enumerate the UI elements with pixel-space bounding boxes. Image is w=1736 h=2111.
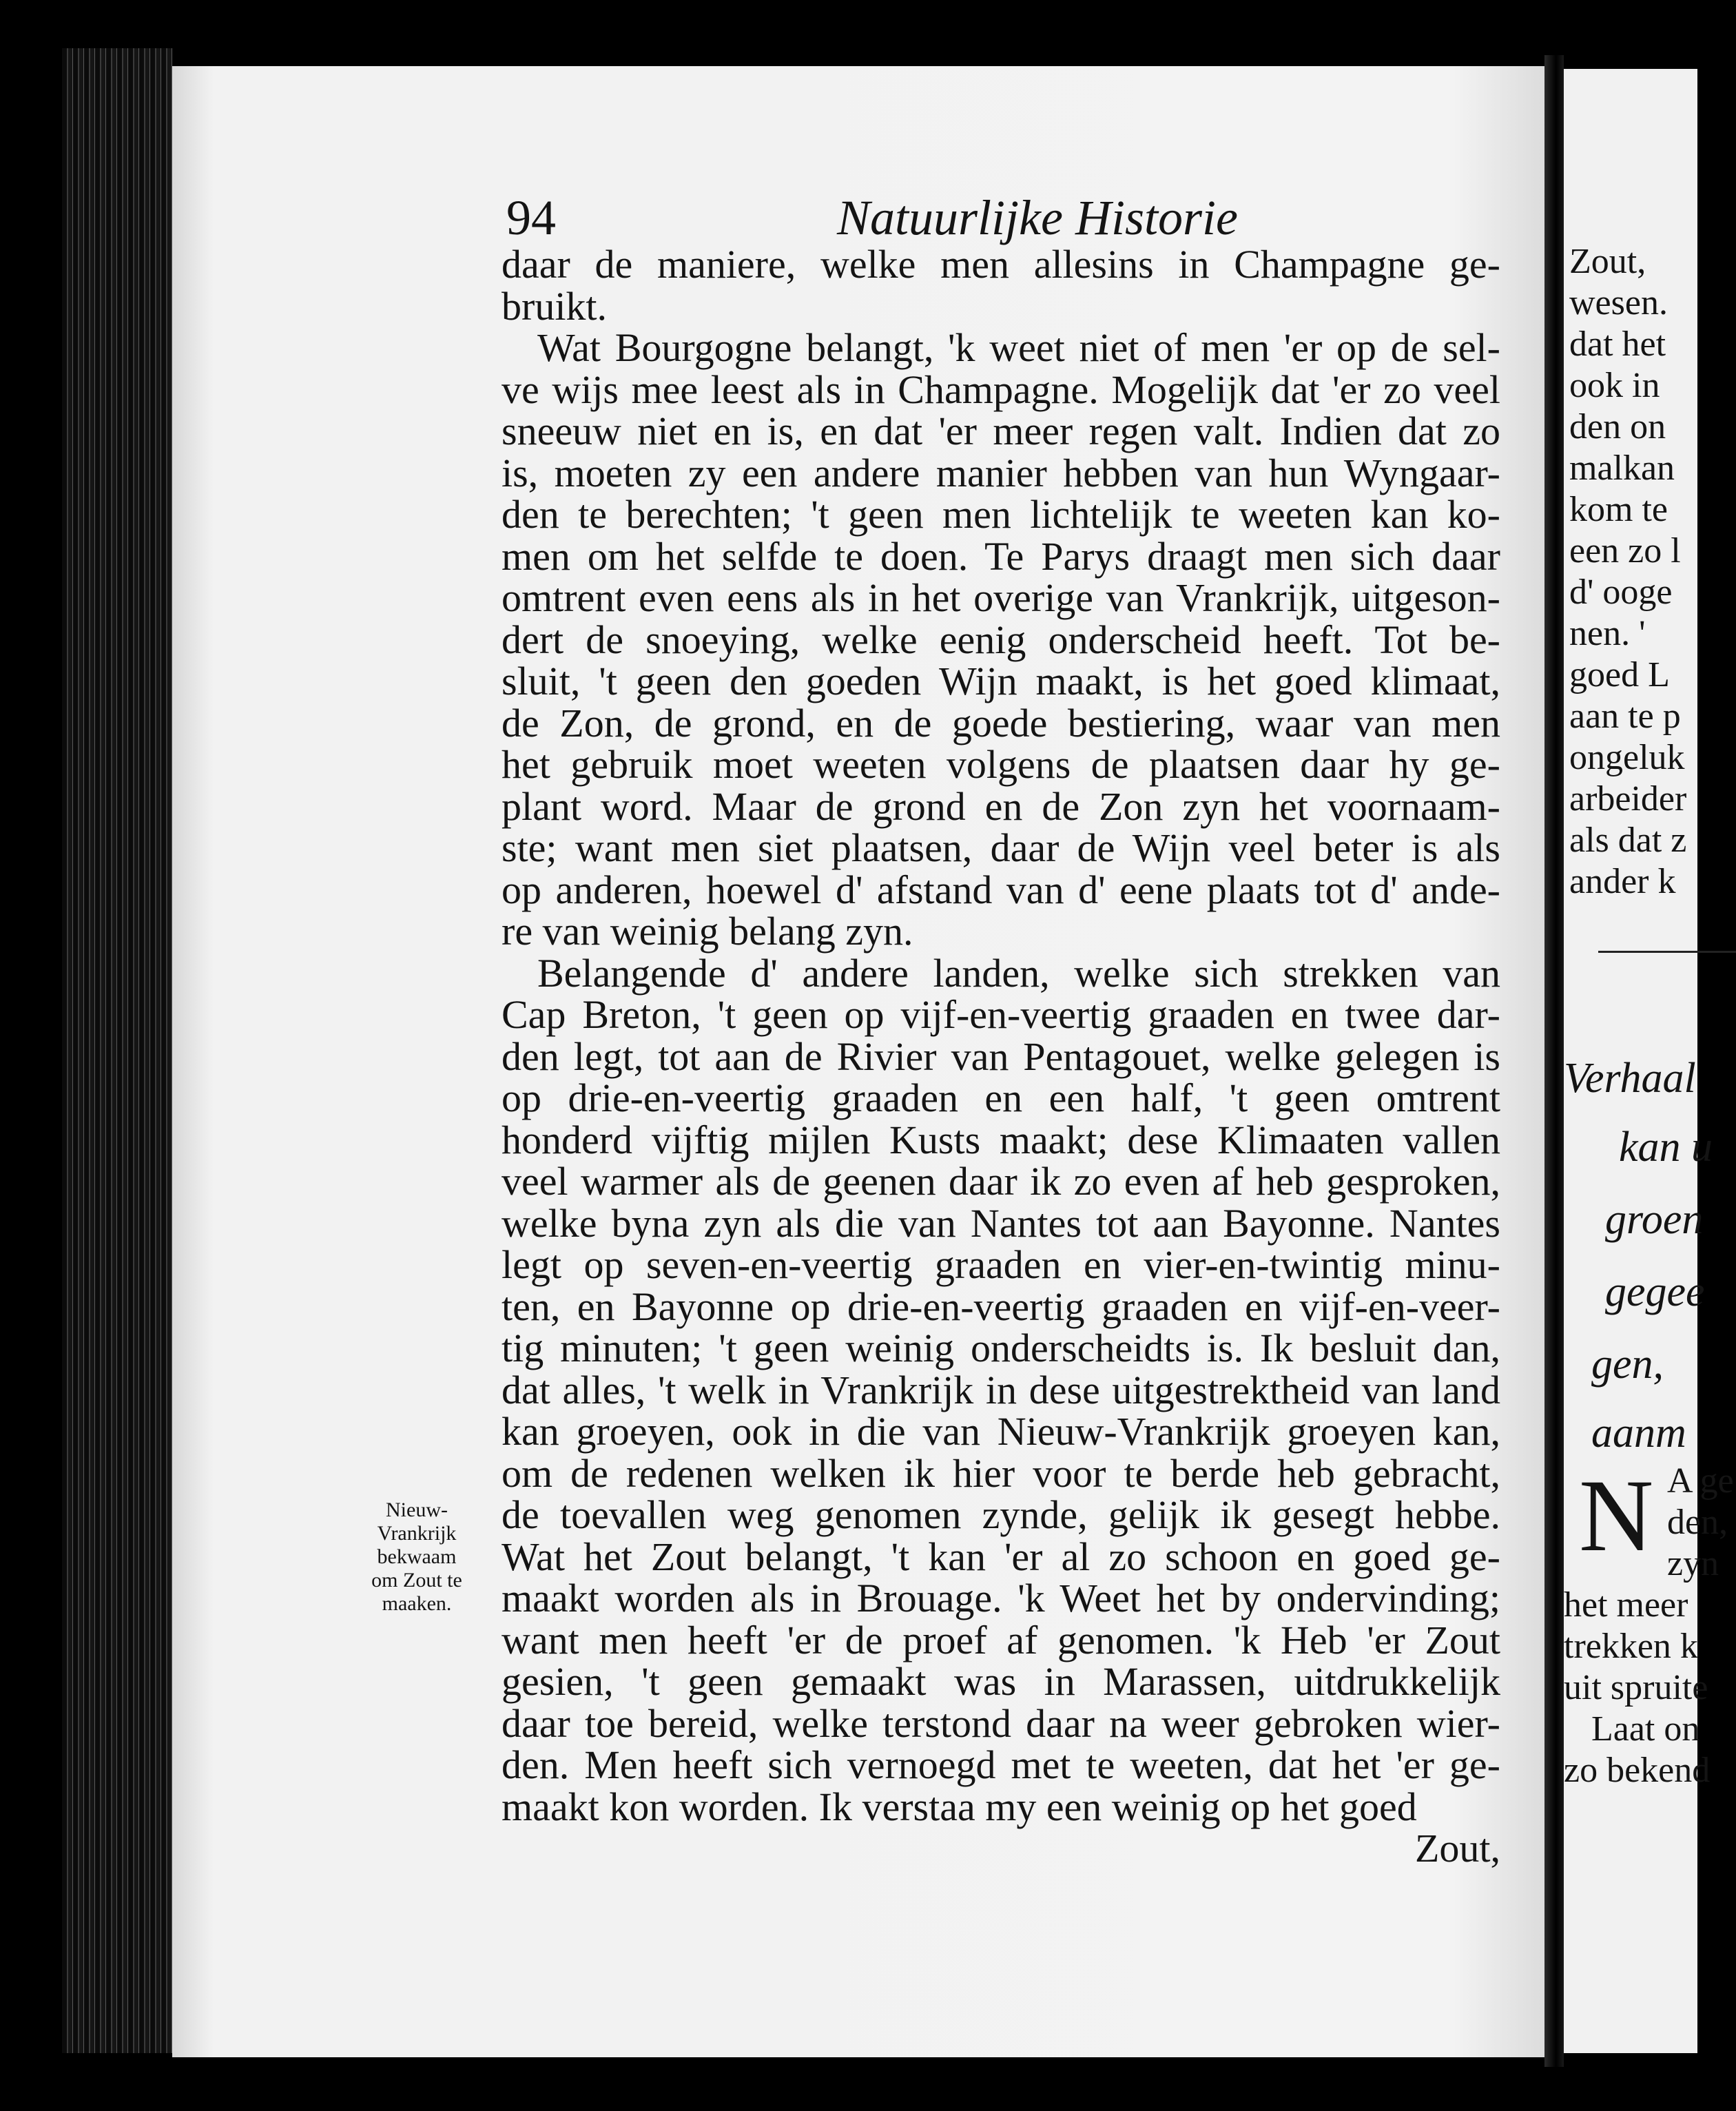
chapter-heading-line: groen [1605,1196,1704,1243]
text-line: Zout, [1414,1826,1500,1871]
right-page-line: dat het [1569,325,1666,364]
chapter-heading-line: kan u [1619,1124,1713,1171]
right-page-line: ander k [1569,862,1676,901]
right-page-line: kom te [1569,490,1668,529]
text-line: gesien, 't geen gemaakt was in Marassen, uitdrukkelijk [502,1659,1500,1704]
right-page-line: ook in [1569,366,1660,405]
text-line: den. Men heeft sich vernoegd met te weeten, dat het 'er ge- [502,1742,1500,1787]
marginal-note-line: bekwaam [377,1545,457,1568]
text-line: Cap Breton, 't geen op vijf-en-veertig graaden en twee dar- [502,992,1500,1037]
text-line: plant word. Maar de grond en de Zon zyn het voornaam- [502,783,1500,829]
text-line: daar de maniere, welke men allesins in Champagne ge- [502,242,1500,287]
right-page-line: malkan [1569,449,1675,488]
text-line: Wat Bourgogne belangt, 'k weet niet of men 'er op de sel- [537,325,1500,370]
drop-cap: N [1579,1459,1654,1573]
right-page-line: zyn [1667,1544,1719,1583]
chapter-heading-line: gegee [1605,1268,1705,1315]
text-line: omtrent even eens als in het overige van Vrankrijk, uitgeson- [502,575,1500,620]
marginal-note-line: om Zout te [371,1569,462,1592]
text-line: want men heeft 'er de proef af genomen. 'k Heb 'er Zout [502,1617,1500,1662]
text-line: de toevallen weg genomen zynde, gelijk ik gesegt hebbe. [502,1492,1500,1537]
right-page-line: arbeider [1569,779,1687,818]
text-line: op drie-en-veertig graaden en een half, 't geen omtrent [502,1075,1500,1120]
text-line: de Zon, de grond, en de goede bestiering, waar van men [502,700,1500,745]
text-line: men om het selfde te doen. Te Parys draagt men sich daar [502,533,1500,579]
right-page-line: een zo l [1569,531,1681,570]
book-gutter [1544,55,1564,2067]
right-page-line: A ge [1667,1461,1734,1501]
text-line: dert de snoeying, welke eenig onderscheid heeft. Tot be- [502,617,1500,662]
text-line: tig minuten; 't geen weinig onderscheidts is. Ik besluit dan, [502,1326,1500,1370]
text-line: sluit, 't geen den goeden Wijn maakt, is het goed klimaat, [502,659,1500,703]
text-line: ve wijs mee leest als in Champagne. Mogelijk dat 'er zo veel [502,367,1500,412]
right-page-line: trekken k [1564,1627,1698,1666]
marginal-note-line: Nieuw- [386,1499,448,1521]
chapter-heading-line: Verhaal [1564,1055,1696,1102]
right-page-line: Zout, [1569,242,1646,281]
chapter-heading-line: aanm [1591,1410,1686,1456]
text-line: honderd vijftig mijlen Kusts maakt; dese Klimaaten vallen [502,1117,1500,1162]
text-line: Wat het Zout belangt, 't kan 'er al zo schoon en goed ge- [502,1534,1500,1579]
text-line: den te berechten; 't geen men lichtelijk te weeten kan ko- [502,492,1500,537]
text-line: welke byna zyn als die van Nantes tot aan Bayonne. Nantes [502,1200,1500,1246]
right-page-line: d' ooge [1569,573,1673,612]
page-number: 94 [506,190,556,245]
text-line: legt op seven-en-veertig graaden en vier-en-twintig minu- [502,1242,1500,1287]
right-page-line: uit spruite [1564,1668,1708,1707]
chapter-heading-line: gen, [1591,1341,1664,1388]
text-line: den legt, tot aan de Rivier van Pentagouet, welke gelegen is [502,1033,1500,1079]
text-line: re van weinig belang zyn. [502,909,913,954]
text-line: sneeuw niet en is, en dat 'er meer regen valt. Indien dat zo [502,409,1500,453]
text-line: kan groeyen, ook in die van Nieuw-Vrankrijk groeyen kan, [502,1409,1500,1454]
right-page-line: den on [1569,407,1666,446]
body-text [502,244,1500,1870]
text-line: bruikt. [502,283,608,329]
section-rule [1598,951,1736,953]
text-line: maakt worden als in Brouage. 'k Weet het by ondervinding; [502,1576,1500,1620]
right-page-line: wesen. [1569,283,1668,322]
marginal-note [341,1499,493,1616]
marginal-note-line: Vrankrijk [377,1522,457,1545]
text-line: veel warmer als de geenen daar ik zo even af heb gesproken, [502,1159,1500,1204]
marginal-note-line: maaken. [382,1592,452,1615]
text-line: het gebruik moet weeten volgens de plaatsen daar hy ge- [502,742,1500,787]
text-line: ste; want men siet plaatsen, daar de Wijn veel beter is als [502,825,1500,870]
right-page-line: zo bekend [1564,1751,1711,1790]
text-line: om de redenen welken ik hier voor te berde heb gebracht, [502,1450,1500,1496]
right-page-partial [1564,69,1734,2053]
right-page-line: goed L [1569,655,1670,694]
text-line: daar toe bereid, welke terstond daar na weer gebroken wier- [502,1700,1500,1746]
text-line: dat alles, 't welk in Vrankrijk in dese uitgestrektheid van land [502,1367,1500,1412]
right-page-line: den, [1667,1503,1728,1542]
right-page-line: het meer [1564,1585,1688,1625]
right-page-line: nen. ' [1569,614,1646,653]
right-page-line: aan te p [1569,697,1681,736]
right-page-line: als dat z [1569,821,1687,860]
right-page-line: ongeluk [1569,738,1685,777]
text-line: maakt kon worden. Ik verstaa my een weinig op het goed [502,1784,1417,1829]
text-line: op anderen, hoewel d' afstand van d' eene plaats tot d' ande- [502,867,1500,912]
book-page-edges [62,48,172,2053]
text-line: ten, en Bayonne op drie-en-veertig graaden en vijf-en-veer- [502,1284,1500,1329]
running-title: Natuurlijke Historie [837,190,1238,245]
text-line: is, moeten zy een andere manier hebben van hun Wyngaar- [502,450,1500,495]
right-page-line: Laat on [1591,1709,1700,1749]
text-line: Belangende d' andere landen, welke sich strekken van [537,950,1500,996]
